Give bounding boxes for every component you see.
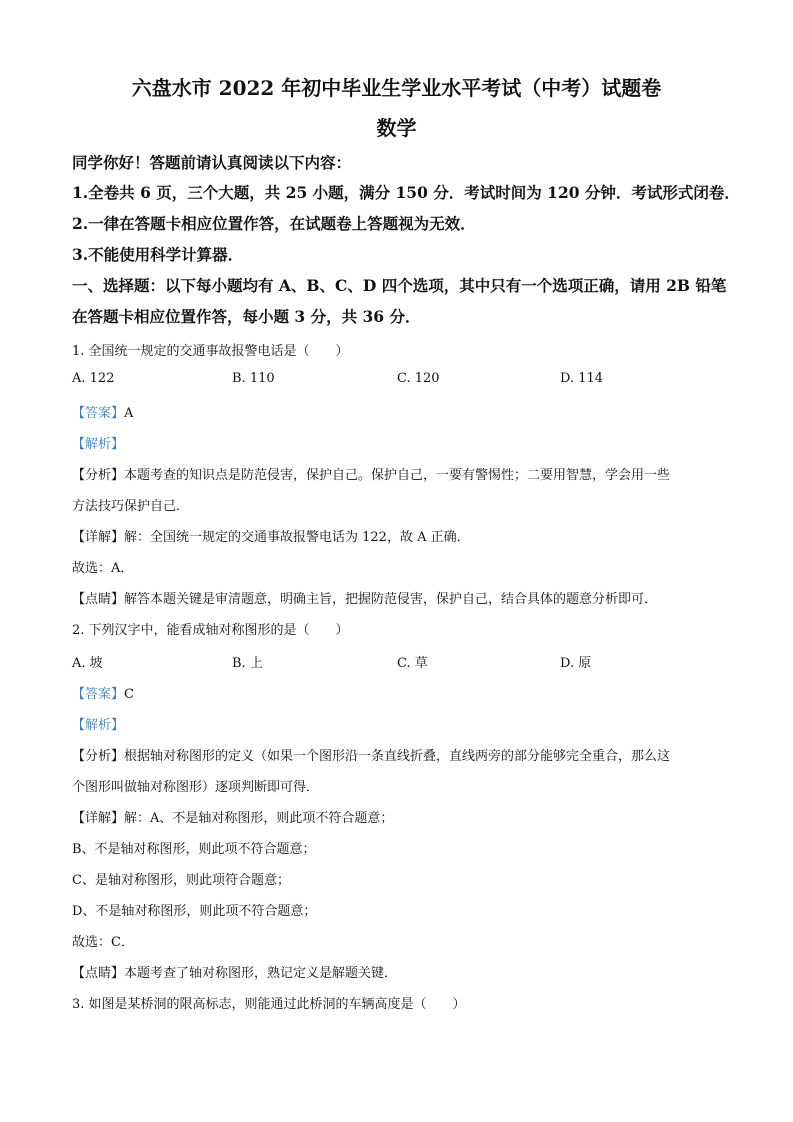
q1-fenxi-line-2: 方法技巧保护自己．: [72, 499, 190, 514]
q1-choose: 故选：A．: [72, 561, 134, 576]
instruction-item-3: 3.不能使用科学计算器．: [72, 245, 244, 264]
q2-option-a: A. 坡: [72, 656, 103, 671]
q1-stem: 1. 全国统一规定的交通事故报警电话是（ ）: [72, 344, 349, 359]
subject-heading: 数学: [376, 116, 417, 140]
q2-analysis-tag: 【解析】: [72, 718, 125, 733]
q1-option-b: B. 110: [232, 371, 275, 386]
q2-choose: 故选：C．: [72, 935, 134, 950]
q1-analysis-tag: 【解析】: [72, 437, 125, 452]
q2-dianjing: 【点睛】本题考查了轴对称图形，熟记定义是解题关键．: [72, 966, 398, 981]
q1-fenxi-line-1: 【分析】本题考查的知识点是防范侵害，保护自己。保护自己，一要有警惕性；二要用智慧，学会用一些: [72, 468, 671, 483]
q2-stem: 2. 下列汉字中，能看成轴对称图形的是（ ）: [72, 623, 349, 638]
q2-fenxi-line-2: 个图形叫做轴对称图形）逐项判断即可得．: [72, 780, 320, 795]
instruction-item-2: 2.一律在答题卡相应位置作答，在试题卷上答题视为无效．: [72, 214, 476, 233]
answer-tag: 【答案】: [72, 687, 125, 702]
q1-option-a: A. 122: [72, 371, 115, 386]
q2-detail-b: B、不是轴对称图形，则此项不符合题意；: [72, 842, 316, 857]
q1-xiangjie: 【详解】解：全国统一规定的交通事故报警电话为 122，故 A 正确．: [72, 530, 470, 545]
q2-fenxi-line-1: 【分析】根据轴对称图形的定义（如果一个图形沿一条直线折叠，直线两旁的部分能够完全重合，那么这: [72, 749, 671, 764]
q2-option-b: B. 上: [232, 656, 263, 671]
page-title: 六盘水市 2022 年初中毕业生学业水平考试（中考）试题卷: [131, 76, 662, 100]
instruction-item-1: 1.全卷共 6 页，三个大题，共 25 小题，满分 150 分．考试时间为 120 分钟．考试形式闭卷．: [72, 183, 740, 202]
answer-value: A: [124, 406, 134, 421]
q1-dianjing: 【点睛】解答本题关键是审清题意，明确主旨，把握防范侵害，保护自己，结合具体的题意分析即可．: [72, 592, 658, 607]
q2-option-c: C. 草: [397, 656, 428, 671]
q2-detail-d: D、不是轴对称图形，则此项不符合题意；: [72, 904, 317, 919]
section-heading-line-1: 一、选择题：以下每小题均有 A、B、C、D 四个选项，其中只有一个选项正确，请用 2B 铅笔: [72, 276, 727, 295]
q2-detail-c: C、是轴对称图形，则此项符合题意；: [72, 873, 290, 888]
q1-option-d: D. 114: [560, 371, 604, 386]
section-heading-line-2: 在答题卡相应位置作答，每小题 3 分，共 36 分．: [72, 307, 421, 326]
q1-answer: [72, 402, 133, 421]
q1-option-c: C. 120: [397, 371, 440, 386]
answer-value: C: [124, 687, 134, 702]
instructions-greeting: 同学你好！答题前请认真阅读以下内容：: [72, 153, 352, 172]
answer-tag: 【答案】: [72, 406, 125, 421]
q2-option-d: D. 原: [560, 656, 592, 671]
q2-xiangjie: 【详解】解：A、不是轴对称图形，则此项不符合题意；: [72, 811, 394, 826]
q3-stem: 3. 如图是某桥洞的限高标志，则能通过此桥洞的车辆高度是（ ）: [72, 997, 466, 1012]
q2-answer: [72, 683, 134, 702]
